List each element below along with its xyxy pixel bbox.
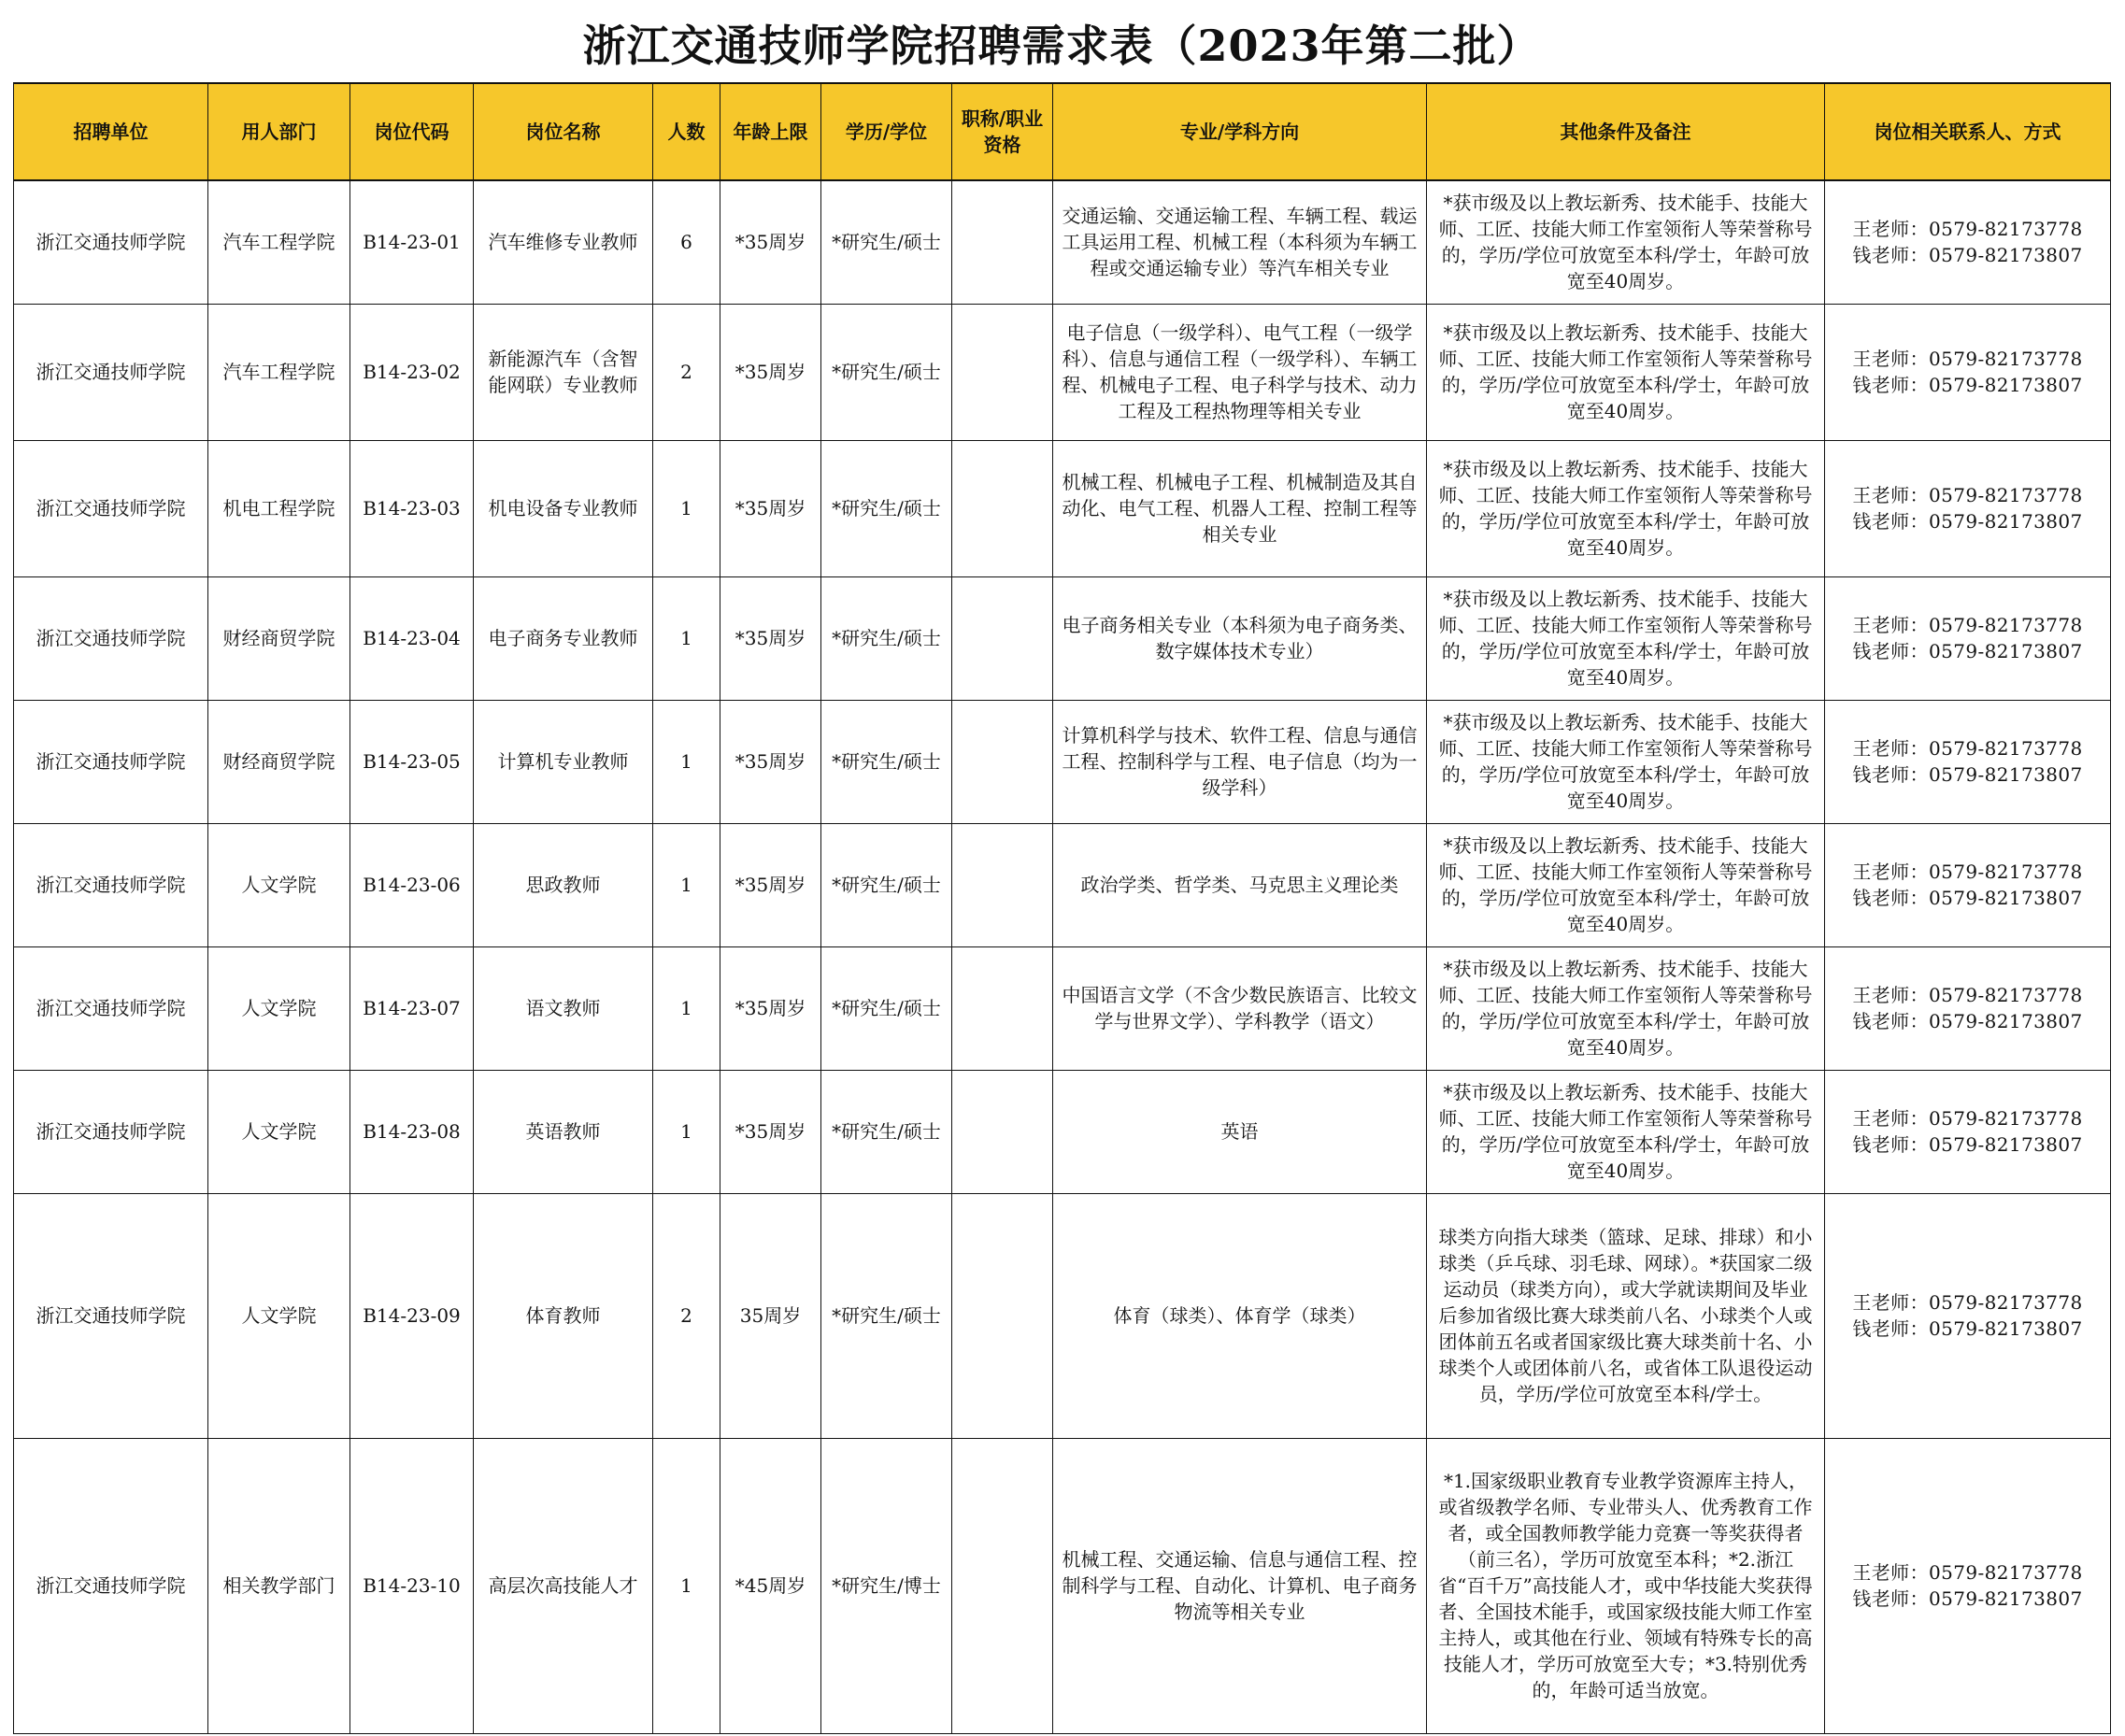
education-cell: *研究生/硕士 [821,440,952,576]
header-cell: 岗位相关联系人、方式 [1825,83,2111,180]
remark-cell: *获市级及以上教坛新秀、技术能手、技能大师、工匠、技能大师工作室领衔人等荣誉称号的，学历/学位可放宽至本科/学士，年龄可放宽至40周岁。 [1427,576,1825,700]
dept-cell: 汽车工程学院 [208,180,350,304]
contact-line: 钱老师：0579-82173807 [1852,1587,2083,1610]
recruitment-table [13,82,2111,1734]
contact-cell [1825,440,2111,576]
page-title: 浙江交通技师学院招聘需求表（2023年第二批） [582,21,1541,71]
unit-cell: 浙江交通技师学院 [14,700,208,823]
qualification-cell [952,823,1053,946]
contact-line: 钱老师：0579-82173807 [1852,1133,2083,1156]
headcount-cell: 1 [653,1438,720,1733]
contact-cell [1825,180,2111,304]
contact-cell [1825,1438,2111,1733]
table-row [14,823,2111,946]
major-cell: 政治学类、哲学类、马克思主义理论类 [1053,823,1427,946]
header-cell: 用人部门 [208,83,350,180]
table-row [14,576,2111,700]
post-name-cell: 思政教师 [474,823,653,946]
education-cell: *研究生/硕士 [821,1193,952,1438]
contact-line: 钱老师：0579-82173807 [1852,1317,2083,1340]
table-row [14,1070,2111,1193]
education-cell: *研究生/硕士 [821,823,952,946]
headcount-cell: 6 [653,180,720,304]
education-cell: *研究生/博士 [821,1438,952,1733]
contact-line: 王老师：0579-82173778 [1852,1561,2083,1584]
post-name-cell: 新能源汽车（含智能网联）专业教师 [474,304,653,440]
remark-cell: *获市级及以上教坛新秀、技术能手、技能大师、工匠、技能大师工作室领衔人等荣誉称号的，学历/学位可放宽至本科/学士，年龄可放宽至40周岁。 [1427,304,1825,440]
major-cell: 英语 [1053,1070,1427,1193]
contact-line: 王老师：0579-82173778 [1852,614,2083,636]
post-code-cell: B14-23-09 [350,1193,474,1438]
post-code-cell: B14-23-07 [350,946,474,1070]
header-cell: 学历/学位 [821,83,952,180]
contact-line: 王老师：0579-82173778 [1852,861,2083,883]
education-cell: *研究生/硕士 [821,1070,952,1193]
contact-line: 钱老师：0579-82173807 [1852,763,2083,786]
post-code-cell: B14-23-10 [350,1438,474,1733]
post-name-cell: 高层次高技能人才 [474,1438,653,1733]
table-body [14,180,2111,1733]
education-cell: *研究生/硕士 [821,576,952,700]
contact-line: 钱老师：0579-82173807 [1852,640,2083,662]
post-code-cell: B14-23-03 [350,440,474,576]
header-cell: 职称/职业资格 [952,83,1053,180]
unit-cell: 浙江交通技师学院 [14,304,208,440]
qualification-cell [952,304,1053,440]
qualification-cell [952,576,1053,700]
major-cell: 机械工程、交通运输、信息与通信工程、控制科学与工程、自动化、计算机、电子商务物流等相关专业 [1053,1438,1427,1733]
dept-cell: 财经商贸学院 [208,576,350,700]
education-cell: *研究生/硕士 [821,180,952,304]
unit-cell: 浙江交通技师学院 [14,1193,208,1438]
qualification-cell [952,440,1053,576]
post-name-cell: 电子商务专业教师 [474,576,653,700]
unit-cell: 浙江交通技师学院 [14,823,208,946]
header-cell: 年龄上限 [720,83,821,180]
table-row [14,1193,2111,1438]
dept-cell: 相关教学部门 [208,1438,350,1733]
unit-cell: 浙江交通技师学院 [14,1438,208,1733]
qualification-cell [952,700,1053,823]
contact-line: 王老师：0579-82173778 [1852,737,2083,760]
dept-cell: 汽车工程学院 [208,304,350,440]
post-code-cell: B14-23-08 [350,1070,474,1193]
unit-cell: 浙江交通技师学院 [14,946,208,1070]
dept-cell: 人文学院 [208,1193,350,1438]
dept-cell: 人文学院 [208,946,350,1070]
remark-cell: *获市级及以上教坛新秀、技术能手、技能大师、工匠、技能大师工作室领衔人等荣誉称号的，学历/学位可放宽至本科/学士，年龄可放宽至40周岁。 [1427,440,1825,576]
contact-line: 王老师：0579-82173778 [1852,348,2083,370]
remark-cell: *获市级及以上教坛新秀、技术能手、技能大师、工匠、技能大师工作室领衔人等荣誉称号的，学历/学位可放宽至本科/学士，年龄可放宽至40周岁。 [1427,823,1825,946]
education-cell: *研究生/硕士 [821,700,952,823]
contact-line: 钱老师：0579-82173807 [1852,374,2083,396]
headcount-cell: 2 [653,1193,720,1438]
contact-cell [1825,700,2111,823]
dept-cell: 人文学院 [208,1070,350,1193]
remark-cell: *获市级及以上教坛新秀、技术能手、技能大师、工匠、技能大师工作室领衔人等荣誉称号的，学历/学位可放宽至本科/学士，年龄可放宽至40周岁。 [1427,1070,1825,1193]
remark-cell: *获市级及以上教坛新秀、技术能手、技能大师、工匠、技能大师工作室领衔人等荣誉称号的，学历/学位可放宽至本科/学士，年龄可放宽至40周岁。 [1427,946,1825,1070]
unit-cell: 浙江交通技师学院 [14,440,208,576]
table-row [14,946,2111,1070]
post-name-cell: 语文教师 [474,946,653,1070]
age-limit-cell: *35周岁 [720,576,821,700]
major-cell: 电子信息（一级学科）、电气工程（一级学科）、信息与通信工程（一级学科）、车辆工程、机械电子工程、电子科学与技术、动力工程及工程热物理等相关专业 [1053,304,1427,440]
contact-cell [1825,576,2111,700]
post-name-cell: 汽车维修专业教师 [474,180,653,304]
age-limit-cell: *35周岁 [720,700,821,823]
qualification-cell [952,1193,1053,1438]
contact-line: 王老师：0579-82173778 [1852,1107,2083,1130]
age-limit-cell: *35周岁 [720,1070,821,1193]
post-code-cell: B14-23-06 [350,823,474,946]
headcount-cell: 1 [653,823,720,946]
post-code-cell: B14-23-02 [350,304,474,440]
contact-cell [1825,304,2111,440]
table-row [14,304,2111,440]
contact-line: 王老师：0579-82173778 [1852,218,2083,241]
remark-cell: 球类方向指大球类（篮球、足球、排球）和小球类（乒乓球、羽毛球、网球）。*获国家二级运动员（球类方向），或大学就读期间及毕业后参加省级比赛大球类前八名、小球类个人或团体前五名或者国家级比赛大球类前十名、小球类个人或团体前八名，或省体工队退役运动员，学历/学位可放宽至本科/学士。 [1427,1193,1825,1438]
major-cell: 交通运输、交通运输工程、车辆工程、载运工具运用工程、机械工程（本科须为车辆工程或交通运输专业）等汽车相关专业 [1053,180,1427,304]
qualification-cell [952,1438,1053,1733]
header-cell: 招聘单位 [14,83,208,180]
age-limit-cell: *35周岁 [720,180,821,304]
qualification-cell [952,946,1053,1070]
contact-line: 王老师：0579-82173778 [1852,984,2083,1006]
post-name-cell: 体育教师 [474,1193,653,1438]
major-cell: 中国语言文学（不含少数民族语言、比较文学与世界文学）、学科教学（语文） [1053,946,1427,1070]
major-cell: 机械工程、机械电子工程、机械制造及其自动化、电气工程、机器人工程、控制工程等相关专业 [1053,440,1427,576]
headcount-cell: 1 [653,1070,720,1193]
age-limit-cell: *35周岁 [720,440,821,576]
remark-cell: *获市级及以上教坛新秀、技术能手、技能大师、工匠、技能大师工作室领衔人等荣誉称号的，学历/学位可放宽至本科/学士，年龄可放宽至40周岁。 [1427,180,1825,304]
post-code-cell: B14-23-05 [350,700,474,823]
dept-cell: 人文学院 [208,823,350,946]
headcount-cell: 2 [653,304,720,440]
unit-cell: 浙江交通技师学院 [14,180,208,304]
contact-line: 钱老师：0579-82173807 [1852,1010,2083,1032]
dept-cell: 财经商贸学院 [208,700,350,823]
age-limit-cell: *35周岁 [720,823,821,946]
age-limit-cell: *45周岁 [720,1438,821,1733]
headcount-cell: 1 [653,946,720,1070]
header-cell: 岗位名称 [474,83,653,180]
major-cell: 体育（球类）、体育学（球类） [1053,1193,1427,1438]
contact-line: 钱老师：0579-82173807 [1852,244,2083,267]
post-code-cell: B14-23-01 [350,180,474,304]
qualification-cell [952,180,1053,304]
remark-cell: *1.国家级职业教育专业教学资源库主持人，或省级教学名师、专业带头人、优秀教育工作者，或全国教师教学能力竞赛一等奖获得者（前三名），学历可放宽至本科；*2.浙江省“百千万”高技能人才，或中华技能大奖获得者、全国技术能手，或国家级技能大师工作室主持人，或其他在行业、领域有特殊专长的高技能人才，学历可放宽至大专；*3.特别优秀的，年龄可适当放宽。 [1427,1438,1825,1733]
unit-cell: 浙江交通技师学院 [14,1070,208,1193]
table-row [14,1438,2111,1733]
education-cell: *研究生/硕士 [821,304,952,440]
table-row [14,700,2111,823]
remark-cell: *获市级及以上教坛新秀、技术能手、技能大师、工匠、技能大师工作室领衔人等荣誉称号的，学历/学位可放宽至本科/学士，年龄可放宽至40周岁。 [1427,700,1825,823]
major-cell: 计算机科学与技术、软件工程、信息与通信工程、控制科学与工程、电子信息（均为一级学科） [1053,700,1427,823]
table-row [14,440,2111,576]
contact-cell [1825,1070,2111,1193]
header-cell: 其他条件及备注 [1427,83,1825,180]
header-cell: 专业/学科方向 [1053,83,1427,180]
table-row [14,180,2111,304]
header-cell: 人数 [653,83,720,180]
header-cell: 岗位代码 [350,83,474,180]
contact-line: 王老师：0579-82173778 [1852,1291,2083,1314]
qualification-cell [952,1070,1053,1193]
age-limit-cell: *35周岁 [720,304,821,440]
contact-cell [1825,823,2111,946]
contact-line: 钱老师：0579-82173807 [1852,887,2083,909]
age-limit-cell: 35周岁 [720,1193,821,1438]
headcount-cell: 1 [653,576,720,700]
major-cell: 电子商务相关专业（本科须为电子商务类、数字媒体技术专业） [1053,576,1427,700]
contact-cell [1825,946,2111,1070]
post-name-cell: 机电设备专业教师 [474,440,653,576]
headcount-cell: 1 [653,700,720,823]
post-name-cell: 计算机专业教师 [474,700,653,823]
post-name-cell: 英语教师 [474,1070,653,1193]
age-limit-cell: *35周岁 [720,946,821,1070]
post-code-cell: B14-23-04 [350,576,474,700]
headcount-cell: 1 [653,440,720,576]
contact-cell [1825,1193,2111,1438]
contact-line: 钱老师：0579-82173807 [1852,510,2083,533]
dept-cell: 机电工程学院 [208,440,350,576]
unit-cell: 浙江交通技师学院 [14,576,208,700]
header-row [14,83,2111,180]
contact-line: 王老师：0579-82173778 [1852,484,2083,506]
education-cell: *研究生/硕士 [821,946,952,1070]
